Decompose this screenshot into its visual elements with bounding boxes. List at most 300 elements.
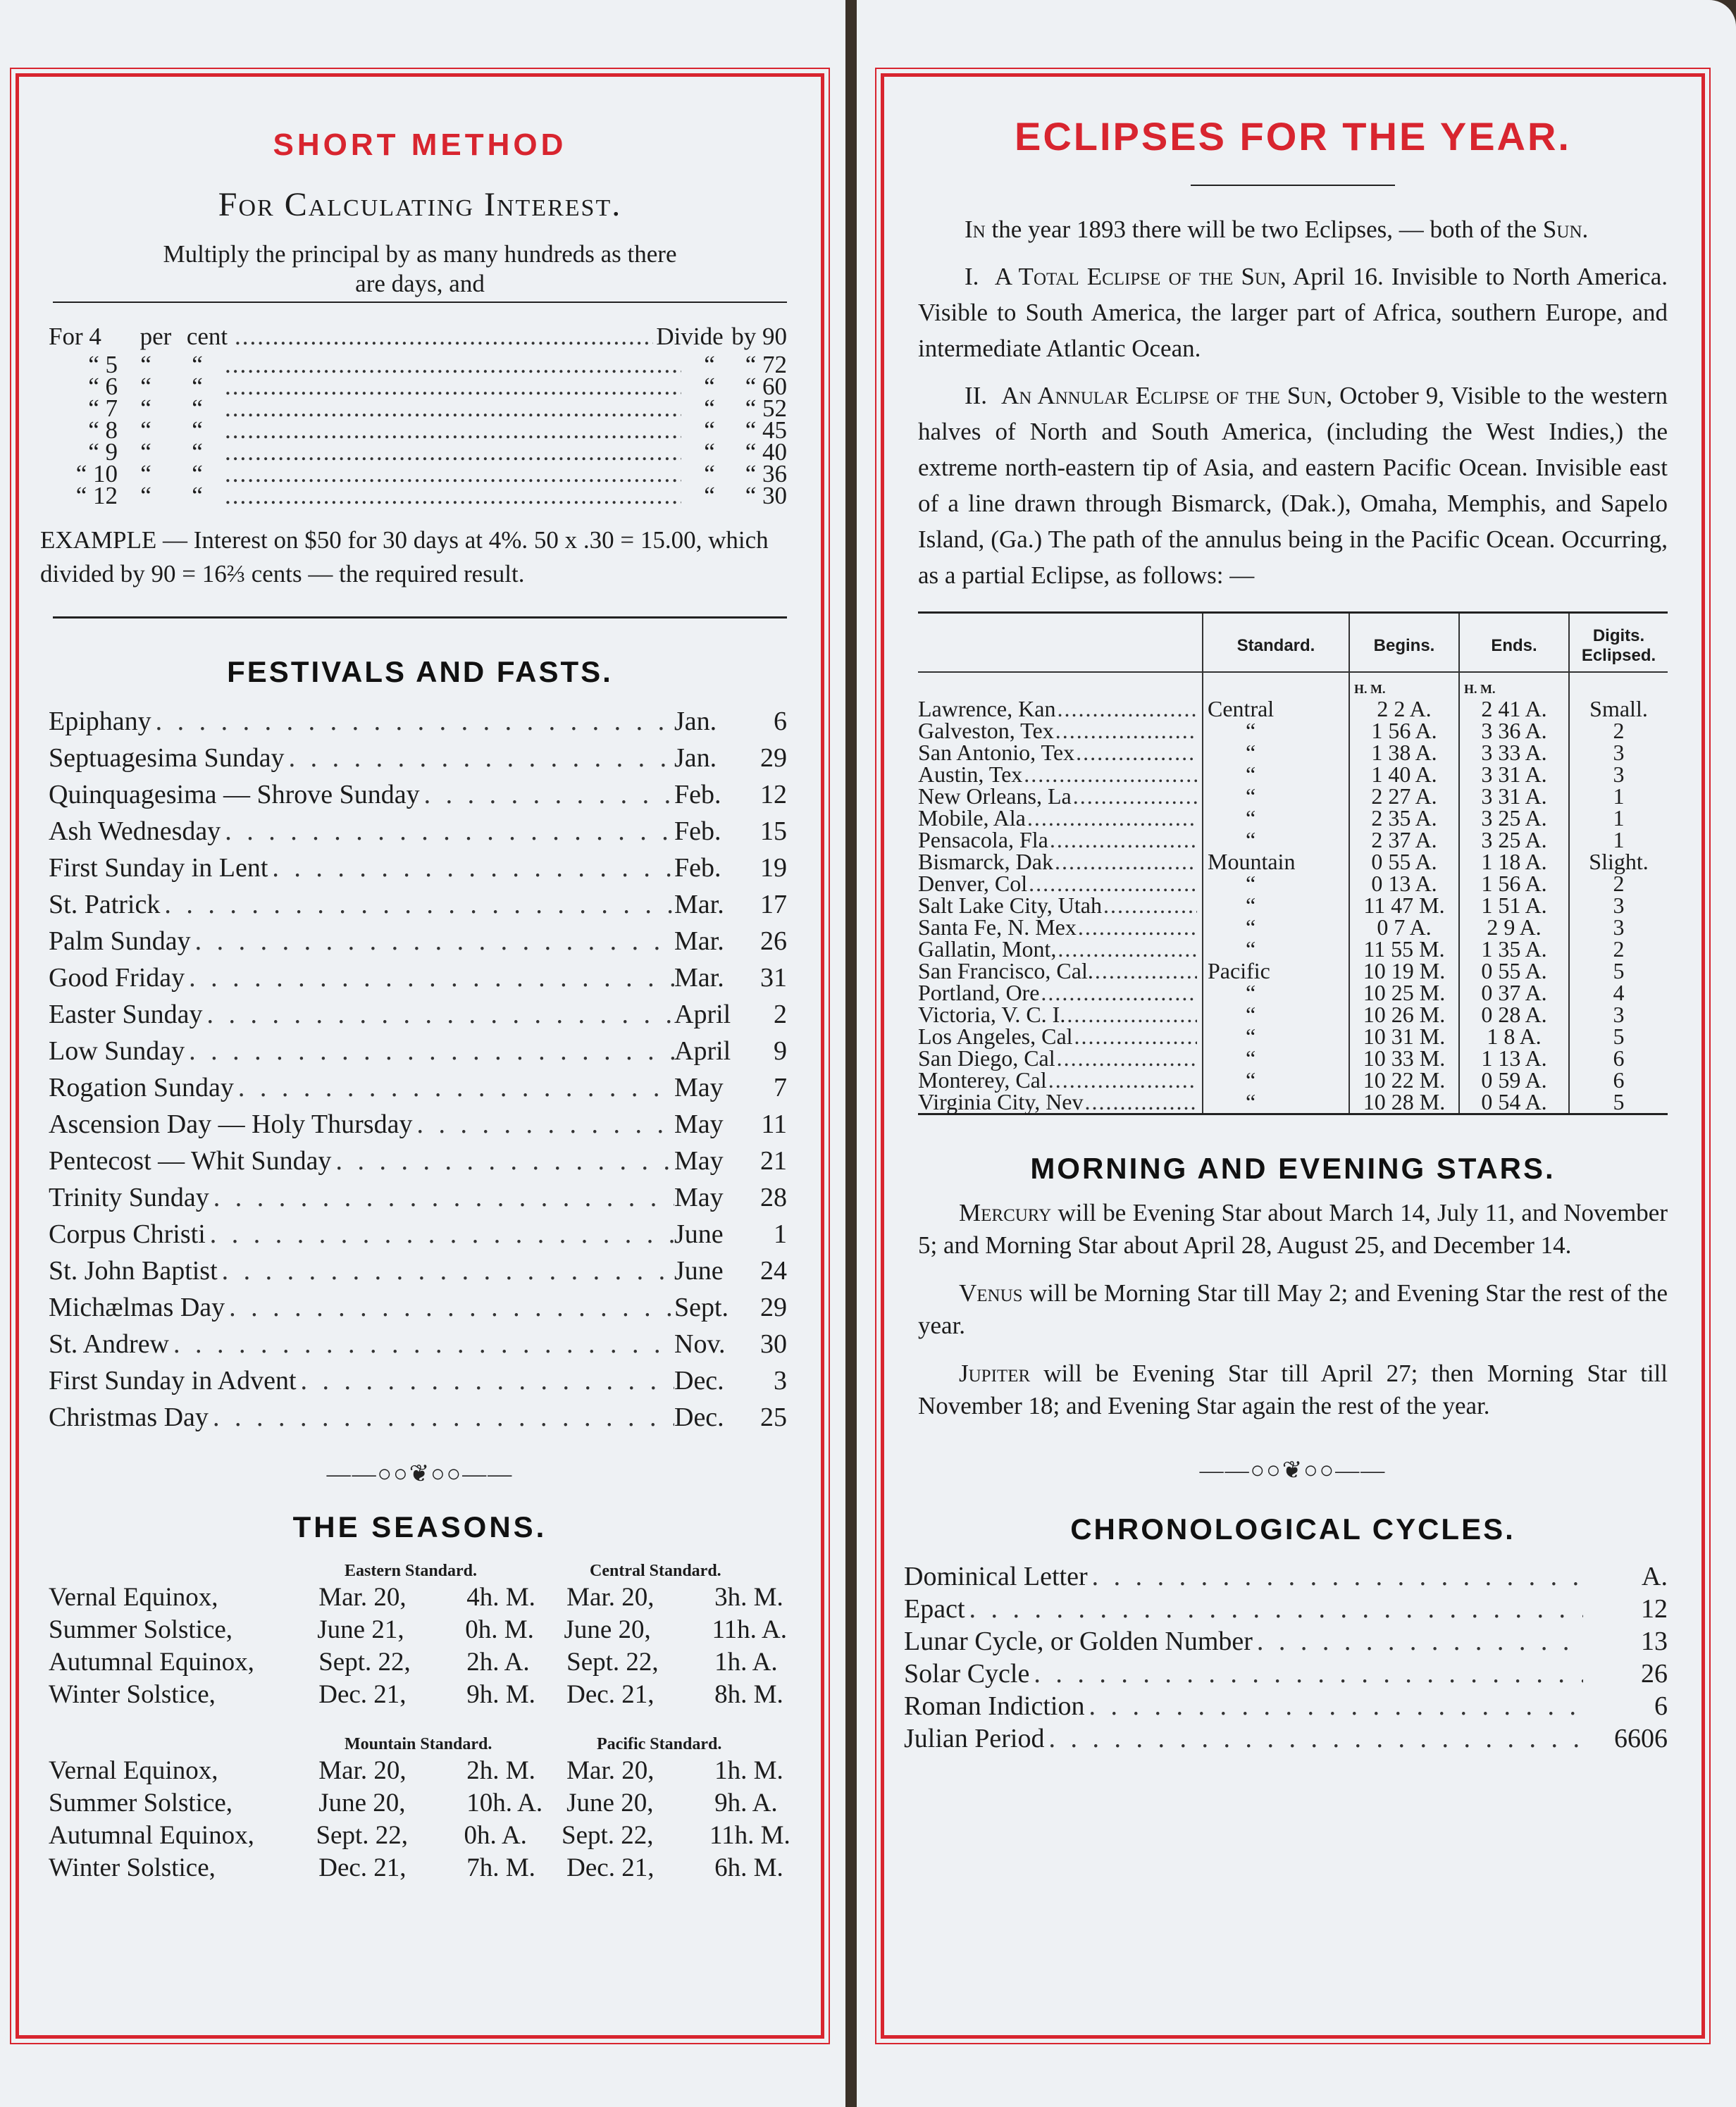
begins-hm: H. M. [1349, 672, 1459, 698]
per: “ [140, 460, 151, 487]
eclipse-ends: 0 54 A. [1459, 1091, 1569, 1113]
eclipse-begins: 11 55 M. [1349, 938, 1459, 960]
festival-row [49, 740, 787, 776]
festival-day: 21 [760, 1146, 787, 1176]
festival-day: 29 [760, 1293, 787, 1322]
date: Dec. 21, [566, 1853, 655, 1882]
place-name: Santa Fe, N. Mex [918, 914, 1077, 940]
seasons-title: THE SEASONS. [292, 1510, 547, 1543]
eclipse-begins: 10 22 M. [1349, 1069, 1459, 1091]
leader-dots [209, 1402, 674, 1433]
eclipse-digits: 1 [1569, 829, 1668, 851]
season-name: Autumnal Equinox, [49, 1647, 254, 1677]
festival-date [674, 926, 787, 957]
interest-row [49, 351, 787, 378]
season-row [49, 1851, 787, 1884]
cent: “ [192, 373, 203, 400]
right-page [857, 0, 1736, 2107]
eclipse-row [918, 698, 1668, 720]
eclipse-begins: 0 13 A. [1349, 873, 1459, 895]
eclipse-standard: “ [1203, 895, 1349, 916]
leader-dots [1072, 785, 1197, 807]
festival-name: Palm Sunday [49, 926, 191, 956]
season-name: Summer Solstice, [49, 1615, 233, 1644]
divisor: “ 40 [745, 438, 787, 466]
season-name: Vernal Equinox, [49, 1582, 218, 1612]
place-name: Mobile, Ala [918, 805, 1026, 831]
eclipse-standard: “ [1203, 1004, 1349, 1026]
season-row [49, 1754, 787, 1786]
place-name: Lawrence, Kan [918, 696, 1056, 721]
interest-table [49, 323, 787, 509]
place-name: Galveston, Tex [918, 718, 1054, 743]
cycle-name: Dominical Letter [904, 1562, 1088, 1591]
leader-dots [191, 926, 674, 957]
festival-row [49, 1179, 787, 1216]
eclipse-place [918, 851, 1203, 873]
rate: “ 5 [88, 351, 118, 378]
central-standard-label: Central Standard. [590, 1562, 721, 1580]
divisor: “ 45 [745, 416, 787, 444]
leader-dots [160, 889, 674, 920]
time: 1h. A. [714, 1647, 778, 1677]
cycle-row [904, 1560, 1668, 1593]
eclipse-place [918, 785, 1203, 807]
festival-row [49, 923, 787, 959]
eclipse-digits: 3 [1569, 742, 1668, 764]
eclipse-standard: “ [1203, 873, 1349, 895]
right-page-frame [881, 73, 1705, 2039]
eclipse-row [918, 1004, 1668, 1026]
time: 7h. M. [466, 1853, 535, 1882]
festival-row [49, 1326, 787, 1362]
mountain-standard-label: Mountain Standard. [345, 1735, 492, 1753]
col-place [918, 614, 1203, 672]
eclipse-standard: Pacific [1203, 960, 1349, 982]
festival-day: 24 [760, 1256, 787, 1286]
divisor: “ 30 [745, 482, 787, 509]
eclipse-digits: 4 [1569, 982, 1668, 1004]
festival-date [674, 1145, 787, 1176]
festival-row [49, 1253, 787, 1289]
eclipse-place [918, 873, 1203, 895]
place-name: San Francisco, Cal. [918, 958, 1093, 983]
eclipse-ends: 3 25 A. [1459, 829, 1569, 851]
leader-dots [420, 779, 674, 810]
rate: “ 7 [88, 394, 118, 422]
leader-dots [1084, 1091, 1198, 1113]
cycles-list [904, 1560, 1668, 1755]
eclipse-row [918, 1069, 1668, 1091]
festival-date [674, 999, 787, 1030]
eclipse-row [918, 807, 1668, 829]
eclipse-begins: 10 19 M. [1349, 960, 1459, 982]
season-row [49, 1581, 787, 1613]
divide: “ [704, 373, 715, 400]
eclipse-place [918, 895, 1203, 916]
divide: “ [704, 394, 715, 422]
interest-row [49, 416, 787, 444]
place-name: San Diego, Cal [918, 1045, 1055, 1071]
festival-date [674, 852, 787, 883]
eclipse-begins: 10 31 M. [1349, 1026, 1459, 1048]
cent: “ [192, 416, 203, 444]
cycle-name: Solar Cycle [904, 1659, 1030, 1689]
season-row [49, 1819, 790, 1851]
festival-day: 19 [760, 853, 787, 883]
ends-hm: H. M. [1459, 672, 1569, 698]
leader-dots [234, 1072, 674, 1103]
eclipse-place [918, 742, 1203, 764]
eclipse-begins: 10 25 M. [1349, 982, 1459, 1004]
leader-dots [1077, 916, 1197, 938]
eclipse-row [918, 829, 1668, 851]
cycle-row [904, 1658, 1668, 1690]
cent: “ [192, 351, 203, 378]
eclipse-standard: “ [1203, 785, 1349, 807]
eclipse-ends: 1 35 A. [1459, 938, 1569, 960]
festival-day: 7 [774, 1073, 787, 1102]
festival-day: 3 [774, 1366, 787, 1396]
festival-month: May [674, 1146, 724, 1176]
festival-name: Ash Wednesday [49, 816, 221, 846]
festival-month: Feb. [674, 780, 721, 809]
eclipse-standard: “ [1203, 720, 1349, 742]
date: June 20, [566, 1788, 654, 1817]
time: 10h. A. [466, 1788, 543, 1817]
leader-dots [285, 742, 674, 773]
eclipse-place [918, 829, 1203, 851]
venus-paragraph: Venus will be Morning Star till May 2; and Evening Star the rest of the year. [918, 1279, 1668, 1339]
interest-row [49, 394, 787, 422]
leader-dots [1044, 1723, 1583, 1754]
festival-day: 12 [760, 780, 787, 809]
divisor: “ 52 [745, 394, 787, 422]
leader-dots [1029, 1658, 1583, 1689]
eclipse-place [918, 1026, 1203, 1048]
festival-name: St. Andrew [49, 1329, 169, 1359]
festival-month: Dec. [674, 1403, 724, 1432]
date: Mar. 20, [318, 1755, 407, 1785]
eclipse-digits: 2 [1569, 873, 1668, 895]
eclipse-place [918, 1091, 1203, 1113]
eclipse-digits: Small. [1569, 698, 1668, 720]
place-name: Gallatin, Mont, [918, 936, 1057, 962]
divide: “ [704, 482, 715, 509]
eclipse-place [918, 1069, 1203, 1091]
season-row [49, 1786, 787, 1819]
season-time-2 [562, 1820, 790, 1851]
place-name: Denver, Col [918, 871, 1028, 896]
leader-dots [202, 999, 674, 1030]
eclipse-begins: 10 28 M. [1349, 1091, 1459, 1113]
season-time-1 [318, 1755, 566, 1786]
eclipse-row [918, 982, 1668, 1004]
festival-month: Jan. [674, 743, 717, 773]
eclipse-standard: “ [1203, 807, 1349, 829]
leader-dots [1054, 720, 1197, 742]
seasons-group-1 [49, 1557, 787, 1710]
leader-dots [1022, 764, 1197, 785]
divide: “ [704, 438, 715, 466]
season-row [49, 1613, 787, 1646]
eclipse-standard: “ [1203, 829, 1349, 851]
festival-name: Ascension Day — Holy Thursday [49, 1110, 413, 1139]
time: 2h. A. [466, 1647, 530, 1677]
festival-month: Feb. [674, 853, 721, 883]
eclipse-digits: 2 [1569, 938, 1668, 960]
leader-dots [1055, 1048, 1197, 1069]
eclipse-ends: 2 41 A. [1459, 698, 1569, 720]
festival-date [674, 1329, 787, 1360]
ornament-divider: ——○○❦○○—— [326, 1461, 514, 1487]
per: “ [140, 394, 151, 422]
festival-date [674, 1182, 787, 1213]
season-time-1 [318, 1788, 566, 1818]
date: June 20, [564, 1615, 651, 1644]
leader-dots [268, 852, 674, 883]
eclipse-ends: 2 9 A. [1459, 916, 1569, 938]
date: Dec. 21, [566, 1679, 655, 1709]
season-time-2 [566, 1755, 787, 1786]
stars-title: MORNING AND EVENING STARS. [1030, 1152, 1556, 1185]
festival-month: May [674, 1073, 724, 1102]
place-name: Pensacola, Fla [918, 827, 1048, 852]
eclipse-row [918, 851, 1668, 873]
festival-month: Sept. [674, 1293, 729, 1322]
eclipse-standard: “ [1203, 1091, 1349, 1113]
divide: “ [704, 460, 715, 487]
time: 9h. A. [714, 1788, 778, 1817]
festival-month: Mar. [674, 890, 724, 919]
cycle-row [904, 1593, 1668, 1625]
col-ends: Ends. [1459, 614, 1569, 672]
festival-day: 26 [760, 926, 787, 956]
eclipse-digits: 1 [1569, 785, 1668, 807]
season-name: Vernal Equinox, [49, 1755, 218, 1785]
festival-month: Nov. [674, 1329, 726, 1359]
eclipse-row [918, 1026, 1668, 1048]
season-time-2 [566, 1788, 787, 1818]
festival-name: St. John Baptist [49, 1256, 218, 1286]
rate: “ 12 [75, 482, 118, 509]
eclipse-row [918, 895, 1668, 916]
per: per [140, 323, 172, 350]
cent: “ [192, 482, 203, 509]
cycle-value: 13 [1641, 1627, 1668, 1656]
rate: “ 6 [88, 373, 118, 400]
eclipse-begins: 11 47 M. [1349, 895, 1459, 916]
jupiter-paragraph: Jupiter will be Evening Star till April 27; then Morning Star till November 18; and Evening Star again the rest of the year. [918, 1360, 1668, 1419]
festival-day: 29 [760, 743, 787, 773]
eclipse-place [918, 698, 1203, 720]
cycle-name: Roman Indiction [904, 1691, 1085, 1721]
cycle-value: 6606 [1614, 1724, 1668, 1753]
eclipse-place [918, 1004, 1203, 1026]
cycles-title: CHRONOLOGICAL CYCLES. [1070, 1512, 1515, 1546]
leader-dots [185, 1036, 674, 1067]
rate: For 4 [49, 323, 101, 350]
eclipse-row [918, 1048, 1668, 1069]
per: “ [140, 416, 151, 444]
eclipse-place [918, 982, 1203, 1004]
eclipse-row [918, 764, 1668, 785]
festivals-list [49, 703, 787, 1436]
festival-month: May [674, 1183, 724, 1212]
eclipse-ends: 1 18 A. [1459, 851, 1569, 873]
short-rule [1191, 185, 1395, 186]
eclipse-ends: 1 56 A. [1459, 873, 1569, 895]
eclipse-digits: 3 [1569, 764, 1668, 785]
festival-day: 31 [760, 963, 787, 993]
festival-day: 1 [774, 1219, 787, 1249]
eclipse-row [918, 720, 1668, 742]
leader-dots [1055, 698, 1197, 720]
eclipse-row [918, 742, 1668, 764]
festival-month: Dec. [674, 1366, 724, 1396]
divide: Divide [656, 323, 724, 350]
divisor: “ 36 [745, 460, 787, 487]
eclipse-begins: 0 7 A. [1349, 916, 1459, 938]
festival-date [674, 1255, 787, 1286]
season-name: Autumnal Equinox, [49, 1820, 254, 1850]
eclipse-standard: “ [1203, 742, 1349, 764]
season-time-2 [566, 1853, 787, 1883]
festival-row [49, 1033, 787, 1069]
short-method-instruction: Multiply the principal by as many hundreds as there are days, and [163, 240, 677, 297]
festival-month: Mar. [674, 963, 724, 993]
divide: “ [704, 351, 715, 378]
interest-row [49, 460, 787, 487]
eclipse-standard: “ [1203, 916, 1349, 938]
festival-date [674, 1072, 787, 1103]
interest-row [49, 323, 787, 351]
festival-day: 28 [760, 1183, 787, 1212]
season-time-1 [316, 1820, 562, 1851]
eclipse-digits: 3 [1569, 895, 1668, 916]
eclipse-digits: 3 [1569, 1004, 1668, 1026]
per: “ [140, 482, 151, 509]
place-name: New Orleans, La [918, 783, 1072, 809]
cycle-row [904, 1625, 1668, 1658]
date: Sept. 22, [562, 1820, 654, 1850]
festival-month: Jan. [674, 707, 717, 736]
leader-dots [185, 962, 674, 993]
leader-dots [221, 482, 681, 510]
eclipse-digits: 6 [1569, 1048, 1668, 1069]
festival-row [49, 813, 787, 850]
divider [53, 616, 787, 619]
leader-dots [1074, 742, 1197, 764]
eclipse-ends: 1 13 A. [1459, 1048, 1569, 1069]
season-row [49, 1678, 787, 1710]
date: Dec. 21, [318, 1853, 407, 1882]
season-time-2 [566, 1647, 787, 1677]
eclipse-row [918, 873, 1668, 895]
season-time-1 [318, 1853, 566, 1883]
festival-day: 30 [760, 1329, 787, 1359]
festival-date [674, 1109, 787, 1140]
eclipse-row [918, 916, 1668, 938]
eclipse-digits: 5 [1569, 1091, 1668, 1113]
time: 1h. M. [714, 1755, 783, 1785]
festival-name: Septuagesima Sunday [49, 743, 285, 773]
time: 2h. M. [466, 1755, 535, 1785]
festival-date [674, 779, 787, 810]
cycle-value: 12 [1641, 1594, 1668, 1624]
leader-dots [965, 1593, 1583, 1624]
eclipse-total: I. A Total Eclipse of the Sun, April 16. Invisible to North America. Visible to South America, the larger part of Africa, southern Europe, and intermediate Atlantic Ocean. [918, 263, 1668, 362]
cycle-name: Julian Period [904, 1724, 1045, 1753]
place-name: Portland, Ore [918, 980, 1040, 1005]
festival-row [49, 776, 787, 813]
eclipse-place [918, 938, 1203, 960]
festival-name: Pentecost — Whit Sunday [49, 1146, 332, 1176]
eclipse-ends: 3 25 A. [1459, 807, 1569, 829]
festival-name: Quinquagesima — Shrove Sunday [49, 780, 420, 809]
eastern-standard-label: Eastern Standard. [345, 1562, 478, 1580]
eclipse-begins: 10 26 M. [1349, 1004, 1459, 1026]
eclipse-standard: Mountain [1203, 851, 1349, 873]
season-time-2 [566, 1582, 787, 1612]
eclipse-begins: 1 56 A. [1349, 720, 1459, 742]
cent: cent [186, 323, 228, 350]
eclipse-annular: II. An Annular Eclipse of the Sun, October 9, Visible to the western halves of North and South America, (including the West Indies,) the extreme north-eastern tip of Asia, and eastern Pacific Ocean. Invisible east of a line drawn through Bismarck, (Dak.), Omaha, Memphis, and Sapelo Island, (Ga.) The path of the annulus being in the Pacific Ocean. Occurring, as a partial Eclipse, as follows: — [918, 382, 1668, 589]
festival-day: 11 [761, 1110, 787, 1139]
col-begins: Begins. [1349, 614, 1459, 672]
eclipse-digits: 2 [1569, 720, 1668, 742]
leader-dots [1056, 938, 1197, 960]
festival-row [49, 1216, 787, 1253]
leader-dots [1088, 1561, 1583, 1592]
festival-date [674, 816, 787, 847]
eclipse-standard: “ [1203, 1026, 1349, 1048]
leader-dots [331, 1145, 674, 1176]
place-name: Austin, Tex [918, 762, 1023, 787]
eclipse-place [918, 720, 1203, 742]
eclipse-digits: 5 [1569, 1026, 1668, 1048]
festival-day: 17 [760, 890, 787, 919]
festival-row [49, 959, 787, 996]
leader-dots [1027, 873, 1197, 895]
eclipse-begins: 0 55 A. [1349, 851, 1459, 873]
festival-row [49, 886, 787, 923]
festival-row [49, 1106, 787, 1143]
festival-date [674, 706, 787, 737]
eclipse-table [918, 614, 1668, 1113]
eclipse-row [918, 938, 1668, 960]
festival-month: Mar. [674, 926, 724, 956]
divisor: “ 72 [745, 351, 787, 378]
date: Mar. 20, [318, 1582, 407, 1612]
festival-name: First Sunday in Advent [49, 1366, 297, 1396]
time: 6h. M. [714, 1853, 783, 1882]
time: 8h. M. [714, 1679, 783, 1709]
eclipse-ends: 3 31 A. [1459, 764, 1569, 785]
leader-dots [1073, 1026, 1197, 1048]
leader-dots [1026, 807, 1197, 829]
place-name: Salt Lake City, Utah [918, 893, 1102, 918]
eclipse-row [918, 960, 1668, 982]
date: Dec. 21, [318, 1679, 407, 1709]
eclipse-ends: 0 37 A. [1459, 982, 1569, 1004]
eclipse-begins: 1 40 A. [1349, 764, 1459, 785]
season-time-2 [564, 1615, 787, 1645]
festival-name: Michælmas Day [49, 1293, 225, 1322]
festival-day: 9 [774, 1036, 787, 1066]
season-time-1 [318, 1679, 566, 1710]
eclipse-place [918, 916, 1203, 938]
